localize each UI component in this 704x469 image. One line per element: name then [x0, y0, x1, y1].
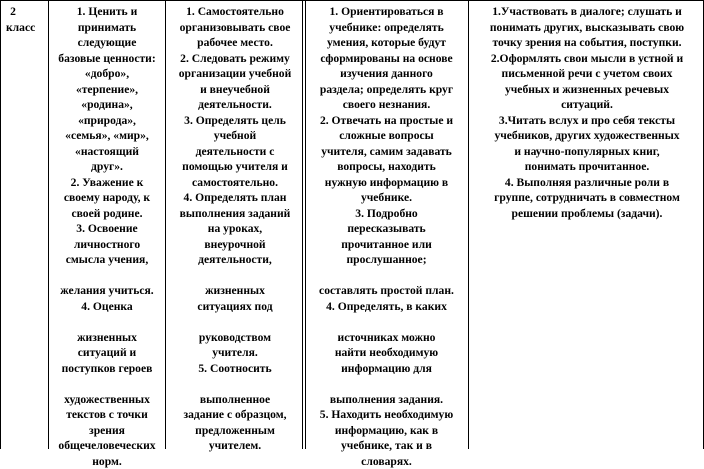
text-line: 5. Соотносить	[168, 361, 302, 377]
text-line: личностного	[49, 237, 165, 253]
text-line: найти необходимую	[305, 345, 468, 361]
column-divider	[165, 0, 166, 449]
text-line: учебнике: определять	[305, 20, 468, 36]
text-line: выполнения заданий	[168, 206, 302, 222]
text-line: сложные вопросы	[305, 128, 468, 144]
text-line: вопросы, находить	[305, 159, 468, 175]
text-line: текстов с точки	[49, 407, 165, 423]
text-line: ситуаций и	[49, 345, 165, 361]
text-line: организации учебной	[168, 66, 302, 82]
text-line	[168, 376, 302, 392]
text-line: ситуациях под	[168, 299, 302, 315]
grade-cell	[0, 0, 48, 449]
text-line	[305, 376, 468, 392]
column-divider	[468, 0, 469, 449]
text-line: 4. Определять план	[168, 190, 302, 206]
text-line: смысла учения,	[49, 252, 165, 268]
text-line: базовые ценности:	[49, 51, 165, 67]
text-line: организовывать свое	[168, 20, 302, 36]
text-line: учителем.	[168, 438, 302, 454]
text-line: на уроках,	[168, 221, 302, 237]
text-line: понимать других, высказывать свою	[470, 20, 704, 36]
text-line: руководством	[168, 330, 302, 346]
text-line: выполнения задания.	[305, 392, 468, 408]
text-line	[168, 268, 302, 284]
text-line: художественных	[49, 392, 165, 408]
personal-results-cell	[49, 0, 165, 449]
text-line: самостоятельно.	[168, 175, 302, 191]
text-line: 4. Определять, в каких	[305, 299, 468, 315]
text-line: учебной	[168, 128, 302, 144]
text-line: решении проблемы (задачи).	[470, 206, 704, 222]
text-line	[49, 268, 165, 284]
text-line: 2. Отвечать на простые и	[305, 113, 468, 129]
text-line: пересказывать	[305, 221, 468, 237]
text-line: желания учиться.	[49, 283, 165, 299]
text-line: словарях.	[305, 454, 468, 469]
text-line: принимать	[49, 20, 165, 36]
text-line: 1. Ориентироваться в	[305, 4, 468, 20]
text-line: изучения данного	[305, 66, 468, 82]
text-line: 3. Освоение	[49, 221, 165, 237]
text-line: 4. Оценка	[49, 299, 165, 315]
text-line	[168, 314, 302, 330]
text-line: информацию для	[305, 361, 468, 377]
text-line: 2. Уважение к	[49, 175, 165, 191]
text-line: задание с образцом,	[168, 407, 302, 423]
text-line: 3.Читать вслух и про себя тексты	[470, 113, 704, 129]
text-line: деятельности,	[168, 252, 302, 268]
text-line: помощью учителя и	[168, 159, 302, 175]
grade-number: 2	[6, 4, 20, 20]
text-line: группе, сотрудничать в совместном	[470, 190, 704, 206]
text-line: умения, которые будут	[305, 35, 468, 51]
text-line: друг».	[49, 159, 165, 175]
text-line: предложенным	[168, 423, 302, 439]
text-line: 1. Самостоятельно	[168, 4, 302, 20]
text-line: своего незнания.	[305, 97, 468, 113]
text-line: письменной речи с учетом своих	[470, 66, 704, 82]
grade-label: класс	[6, 20, 48, 36]
text-line: жизненных	[49, 330, 165, 346]
text-line: точку зрения на события, поступки.	[470, 35, 704, 51]
text-line: «терпение»,	[49, 82, 165, 98]
text-line: прослушанное;	[305, 252, 468, 268]
text-line: 2.Оформлять свои мысли в устной и	[470, 51, 704, 67]
text-line	[305, 314, 468, 330]
text-line: 1.Участвовать в диалоге; слушать и	[470, 4, 704, 20]
text-line: норм.	[49, 454, 165, 469]
text-line: 3. Подробно	[305, 206, 468, 222]
text-line: учебных и жизненных речевых	[470, 82, 704, 98]
text-line: зрения	[49, 423, 165, 439]
text-line: нужную информацию в	[305, 175, 468, 191]
text-line: поступков героев	[49, 361, 165, 377]
text-line: «природа»,	[49, 113, 165, 129]
text-line: «семья», «мир»,	[49, 128, 165, 144]
text-line: составлять простой план.	[305, 283, 468, 299]
text-line: выполненное	[168, 392, 302, 408]
text-line: «родина»,	[49, 97, 165, 113]
text-line: и внеучебной	[168, 82, 302, 98]
text-line: жизненных	[168, 283, 302, 299]
text-line: информацию, как в	[305, 423, 468, 439]
text-line	[49, 314, 165, 330]
text-line: «добро»,	[49, 66, 165, 82]
text-line: учебнике.	[305, 190, 468, 206]
cognitive-results-cell	[305, 0, 468, 449]
text-line: 5. Находить необходимую	[305, 407, 468, 423]
text-line: следующие	[49, 35, 165, 51]
text-line: внеурочной	[168, 237, 302, 253]
text-line: деятельности с	[168, 144, 302, 160]
text-line: прочитанное или	[305, 237, 468, 253]
text-line: учителя.	[168, 345, 302, 361]
text-line: и научно-популярных книг,	[470, 144, 704, 160]
regulatory-results-cell	[168, 0, 302, 449]
text-line: 3. Определять цель	[168, 113, 302, 129]
text-line	[305, 268, 468, 284]
text-line: 2. Следовать режиму	[168, 51, 302, 67]
communicative-results-cell	[470, 0, 704, 449]
text-line: деятельности.	[168, 97, 302, 113]
text-line: 4. Выполняя различные роли в	[470, 175, 704, 191]
text-line: «настоящий	[49, 144, 165, 160]
text-line: ситуаций.	[470, 97, 704, 113]
text-line: учителя, самим задавать	[305, 144, 468, 160]
text-line: сформированы на основе	[305, 51, 468, 67]
text-line: понимать прочитанное.	[470, 159, 704, 175]
text-line: 1. Ценить и	[49, 4, 165, 20]
text-line: своему народу, к	[49, 190, 165, 206]
text-line: источниках можно	[305, 330, 468, 346]
text-line: учебников, других художественных	[470, 128, 704, 144]
text-line	[49, 376, 165, 392]
text-line: рабочее место.	[168, 35, 302, 51]
text-line: учебнике, так и в	[305, 438, 468, 454]
text-line: общечеловеческих	[49, 438, 165, 454]
text-line: своей родине.	[49, 206, 165, 222]
text-line: раздела; определять круг	[305, 82, 468, 98]
